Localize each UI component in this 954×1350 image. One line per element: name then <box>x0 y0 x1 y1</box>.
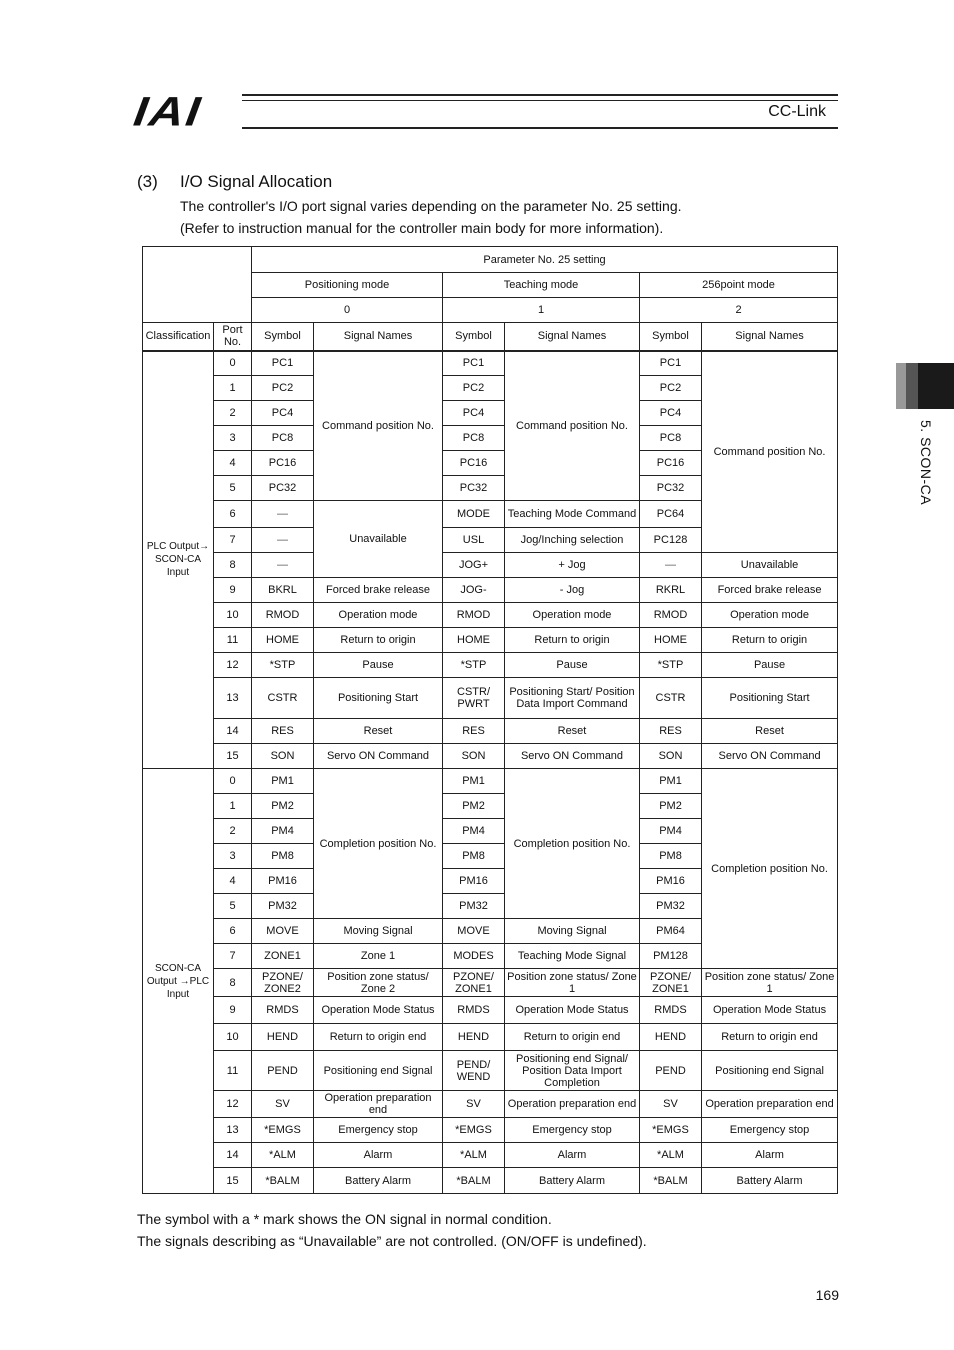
symbol-cell: RMOD <box>443 603 505 628</box>
symbol-cell: MODE <box>443 501 505 528</box>
header-rule-thin <box>242 100 838 101</box>
symbol-cell: PC4 <box>640 401 702 426</box>
side-tab-label: 5. SCON-CA <box>918 420 934 506</box>
port-cell: 7 <box>214 944 252 969</box>
port-cell: 0 <box>214 351 252 376</box>
symbol-cell: *BALM <box>640 1168 702 1194</box>
signal-cell: Reset <box>505 719 640 744</box>
header-section-label: CC-Link <box>768 103 826 120</box>
table-row <box>143 744 838 769</box>
symbol-cell: SON <box>443 744 505 769</box>
footnote-unavailable: The signals describing as “Unavailable” are not controlled. (ON/OFF is undefined). <box>137 1233 647 1249</box>
symbol-cell: PM2 <box>443 794 505 819</box>
symbol-cell: — <box>252 501 314 528</box>
signal-cell: Alarm <box>702 1143 838 1168</box>
symbol-cell: PC1 <box>252 351 314 376</box>
port-cell: 5 <box>214 476 252 501</box>
signal-cell: Teaching Mode Command <box>505 501 640 528</box>
iai-logo: IAI <box>130 89 205 135</box>
signal-cell: Battery Alarm <box>702 1168 838 1194</box>
col-symbol-teach: Symbol <box>443 323 505 351</box>
signal-cell: Pause <box>314 653 443 678</box>
symbol-cell: PM16 <box>640 869 702 894</box>
header-blank <box>143 247 252 323</box>
mode-positioning: Positioning mode <box>252 273 443 298</box>
signal-cell: Position zone status/ Zone 1 <box>702 969 838 997</box>
signal-cell: Command position No. <box>314 351 443 501</box>
table-row <box>143 997 838 1024</box>
symbol-cell: SON <box>252 744 314 769</box>
header-row-columns <box>143 323 838 351</box>
table-row <box>143 578 838 603</box>
signal-cell: Reset <box>702 719 838 744</box>
signal-cell: Return to origin end <box>702 1024 838 1051</box>
symbol-cell: PEND <box>252 1051 314 1091</box>
symbol-cell: PC64 <box>640 501 702 528</box>
table-row <box>143 628 838 653</box>
symbol-cell: PZONE/ ZONE2 <box>252 969 314 997</box>
signal-cell: Operation mode <box>505 603 640 628</box>
symbol-cell: PM4 <box>443 819 505 844</box>
port-cell: 13 <box>214 1118 252 1143</box>
signal-cell: Completion position No. <box>702 769 838 969</box>
signal-cell: Moving Signal <box>505 919 640 944</box>
symbol-cell: MOVE <box>252 919 314 944</box>
symbol-cell: PM64 <box>640 919 702 944</box>
symbol-cell: HEND <box>640 1024 702 1051</box>
symbol-cell: PZONE/ ZONE1 <box>640 969 702 997</box>
symbol-cell: PM8 <box>443 844 505 869</box>
signal-cell: Positioning Start <box>702 678 838 719</box>
symbol-cell: *EMGS <box>443 1118 505 1143</box>
symbol-cell: RMDS <box>443 997 505 1024</box>
side-tab-marker <box>918 363 954 409</box>
symbol-cell: PC2 <box>640 376 702 401</box>
symbol-cell: CSTR <box>640 678 702 719</box>
symbol-cell: *BALM <box>252 1168 314 1194</box>
table-row <box>143 1168 838 1194</box>
signal-cell: Position zone status/ Zone 1 <box>505 969 640 997</box>
signal-cell: Operation preparation end <box>505 1091 640 1118</box>
mode-teaching: Teaching mode <box>443 273 640 298</box>
table-row <box>143 678 838 719</box>
signal-cell: Emergency stop <box>702 1118 838 1143</box>
port-cell: 3 <box>214 844 252 869</box>
classification-output: PLC Output→ SCON-CA Input <box>143 351 214 769</box>
table-row <box>143 1051 838 1091</box>
symbol-cell: HOME <box>640 628 702 653</box>
symbol-cell: PEND/ WEND <box>443 1051 505 1091</box>
col-symbol-256: Symbol <box>640 323 702 351</box>
symbol-cell: PM1 <box>443 769 505 794</box>
symbol-cell: PM2 <box>640 794 702 819</box>
symbol-cell: PC128 <box>640 528 702 553</box>
header-rule-bottom <box>242 127 838 129</box>
table-row <box>143 553 838 578</box>
symbol-cell: HEND <box>252 1024 314 1051</box>
symbol-cell: — <box>252 528 314 553</box>
classification-input: SCON-CA Output →PLC Input <box>143 769 214 1194</box>
symbol-cell: MODES <box>443 944 505 969</box>
signal-cell: Moving Signal <box>314 919 443 944</box>
symbol-cell: PC2 <box>252 376 314 401</box>
symbol-cell: PM128 <box>640 944 702 969</box>
signal-cell: Emergency stop <box>314 1118 443 1143</box>
symbol-cell: *STP <box>252 653 314 678</box>
intro-line-2: (Refer to instruction manual for the controller main body for more information). <box>180 220 664 236</box>
signal-cell: Unavailable <box>702 553 838 578</box>
signal-cell: Zone 1 <box>314 944 443 969</box>
port-cell: 13 <box>214 678 252 719</box>
symbol-cell: PM4 <box>640 819 702 844</box>
symbol-cell: PEND <box>640 1051 702 1091</box>
table-row <box>143 1091 838 1118</box>
symbol-cell: RKRL <box>640 578 702 603</box>
symbol-cell: SV <box>252 1091 314 1118</box>
symbol-cell: PM8 <box>640 844 702 869</box>
table-row <box>143 653 838 678</box>
table-row <box>143 719 838 744</box>
mode-value-1: 1 <box>443 298 640 323</box>
mode-256point: 256point mode <box>640 273 838 298</box>
signal-cell: Completion position No. <box>314 769 443 919</box>
port-cell: 6 <box>214 501 252 528</box>
table-row <box>143 603 838 628</box>
port-cell: 9 <box>214 578 252 603</box>
port-cell: 15 <box>214 744 252 769</box>
signal-cell: Positioning end Signal <box>702 1051 838 1091</box>
symbol-cell: PM32 <box>252 894 314 919</box>
header-row-param <box>143 247 838 273</box>
signal-cell: Operation Mode Status <box>505 997 640 1024</box>
mode-value-2: 2 <box>640 298 838 323</box>
signal-cell: Positioning Start <box>314 678 443 719</box>
signal-cell: + Jog <box>505 553 640 578</box>
side-tab-mid <box>906 363 918 409</box>
symbol-cell: PM8 <box>252 844 314 869</box>
signal-cell: Positioning Start/ Position Data Import Command <box>505 678 640 719</box>
signal-cell: Battery Alarm <box>314 1168 443 1194</box>
symbol-cell: PC16 <box>252 451 314 476</box>
signal-cell: Forced brake release <box>314 578 443 603</box>
port-cell: 2 <box>214 401 252 426</box>
symbol-cell: RES <box>252 719 314 744</box>
symbol-cell: PC4 <box>252 401 314 426</box>
symbol-cell: PC16 <box>443 451 505 476</box>
port-cell: 10 <box>214 603 252 628</box>
symbol-cell: *BALM <box>443 1168 505 1194</box>
port-cell: 7 <box>214 528 252 553</box>
symbol-cell: PZONE/ ZONE1 <box>443 969 505 997</box>
col-classification: Classification <box>143 323 214 351</box>
section-number: (3) <box>137 172 158 191</box>
signal-cell: Servo ON Command <box>702 744 838 769</box>
symbol-cell: HOME <box>252 628 314 653</box>
symbol-cell: *STP <box>443 653 505 678</box>
symbol-cell: PM2 <box>252 794 314 819</box>
symbol-cell: *EMGS <box>640 1118 702 1143</box>
symbol-cell: PM32 <box>640 894 702 919</box>
col-port: Port No. <box>214 323 252 351</box>
signal-cell: Unavailable <box>314 501 443 578</box>
signal-cell: - Jog <box>505 578 640 603</box>
signal-cell: Forced brake release <box>702 578 838 603</box>
table-row <box>143 351 838 376</box>
symbol-cell: USL <box>443 528 505 553</box>
symbol-cell: PC32 <box>252 476 314 501</box>
signal-cell: Reset <box>314 719 443 744</box>
port-cell: 3 <box>214 426 252 451</box>
symbol-cell: *EMGS <box>252 1118 314 1143</box>
symbol-cell: RES <box>443 719 505 744</box>
symbol-cell: RES <box>640 719 702 744</box>
table-row <box>143 1143 838 1168</box>
symbol-cell: CSTR <box>252 678 314 719</box>
symbol-cell: RMDS <box>640 997 702 1024</box>
page-number: 169 <box>815 1287 839 1303</box>
port-cell: 8 <box>214 553 252 578</box>
signal-cell: Emergency stop <box>505 1118 640 1143</box>
symbol-cell: CSTR/ PWRT <box>443 678 505 719</box>
signal-cell: Servo ON Command <box>505 744 640 769</box>
symbol-cell: PM1 <box>640 769 702 794</box>
signal-cell: Return to origin <box>314 628 443 653</box>
signal-cell: Position zone status/ Zone 2 <box>314 969 443 997</box>
symbol-cell: *STP <box>640 653 702 678</box>
port-cell: 8 <box>214 969 252 997</box>
port-cell: 11 <box>214 628 252 653</box>
table-row <box>143 769 838 794</box>
section-heading: I/O Signal Allocation <box>180 172 333 191</box>
signal-cell: Command position No. <box>505 351 640 501</box>
header-rule-top <box>242 94 838 96</box>
symbol-cell: PC8 <box>252 426 314 451</box>
symbol-cell: PM16 <box>252 869 314 894</box>
port-cell: 6 <box>214 919 252 944</box>
symbol-cell: PC8 <box>640 426 702 451</box>
symbol-cell: PM4 <box>252 819 314 844</box>
signal-cell: Return to origin <box>702 628 838 653</box>
symbol-cell: PC16 <box>640 451 702 476</box>
section-title <box>137 172 332 192</box>
port-cell: 4 <box>214 451 252 476</box>
signal-cell: Jog/Inching selection <box>505 528 640 553</box>
signal-cell: Pause <box>702 653 838 678</box>
symbol-cell: PC4 <box>443 401 505 426</box>
port-cell: 14 <box>214 719 252 744</box>
symbol-cell: JOG- <box>443 578 505 603</box>
mode-value-0: 0 <box>252 298 443 323</box>
table-row <box>143 1024 838 1051</box>
signal-cell: Alarm <box>314 1143 443 1168</box>
footnote-star-mark: The symbol with a * mark shows the ON signal in normal condition. <box>137 1211 552 1227</box>
signal-cell: Battery Alarm <box>505 1168 640 1194</box>
param-header: Parameter No. 25 setting <box>252 247 838 273</box>
signal-cell: Servo ON Command <box>314 744 443 769</box>
symbol-cell: SV <box>443 1091 505 1118</box>
port-cell: 9 <box>214 997 252 1024</box>
port-cell: 4 <box>214 869 252 894</box>
symbol-cell: RMOD <box>252 603 314 628</box>
symbol-cell: BKRL <box>252 578 314 603</box>
signal-cell: Positioning end Signal/ Position Data Import Completion <box>505 1051 640 1091</box>
side-tab-light <box>896 363 906 409</box>
symbol-cell: PC1 <box>640 351 702 376</box>
symbol-cell: JOG+ <box>443 553 505 578</box>
symbol-cell: *ALM <box>640 1143 702 1168</box>
symbol-cell: PC2 <box>443 376 505 401</box>
symbol-cell: — <box>252 553 314 578</box>
signal-cell: Return to origin <box>505 628 640 653</box>
symbol-cell: PC8 <box>443 426 505 451</box>
col-signal-pos: Signal Names <box>314 323 443 351</box>
table-row <box>143 1118 838 1143</box>
signal-cell: Operation preparation end <box>702 1091 838 1118</box>
symbol-cell: — <box>640 553 702 578</box>
symbol-cell: HEND <box>443 1024 505 1051</box>
col-signal-teach: Signal Names <box>505 323 640 351</box>
io-signal-table <box>142 246 838 1194</box>
port-cell: 1 <box>214 376 252 401</box>
port-cell: 15 <box>214 1168 252 1194</box>
signal-cell: Operation Mode Status <box>314 997 443 1024</box>
symbol-cell: PM16 <box>443 869 505 894</box>
signal-cell: Positioning end Signal <box>314 1051 443 1091</box>
symbol-cell: SV <box>640 1091 702 1118</box>
symbol-cell: *ALM <box>443 1143 505 1168</box>
col-symbol-pos: Symbol <box>252 323 314 351</box>
port-cell: 0 <box>214 769 252 794</box>
signal-cell: Pause <box>505 653 640 678</box>
signal-cell: Return to origin end <box>505 1024 640 1051</box>
col-signal-256: Signal Names <box>702 323 838 351</box>
symbol-cell: HOME <box>443 628 505 653</box>
symbol-cell: RMOD <box>640 603 702 628</box>
port-cell: 1 <box>214 794 252 819</box>
port-cell: 5 <box>214 894 252 919</box>
signal-cell: Operation preparation end <box>314 1091 443 1118</box>
symbol-cell: PC32 <box>443 476 505 501</box>
symbol-cell: PM32 <box>443 894 505 919</box>
symbol-cell: PC1 <box>443 351 505 376</box>
port-cell: 14 <box>214 1143 252 1168</box>
port-cell: 2 <box>214 819 252 844</box>
signal-cell: Return to origin end <box>314 1024 443 1051</box>
signal-cell: Operation Mode Status <box>702 997 838 1024</box>
symbol-cell: *ALM <box>252 1143 314 1168</box>
symbol-cell: PC32 <box>640 476 702 501</box>
symbol-cell: SON <box>640 744 702 769</box>
table-row <box>143 969 838 997</box>
signal-cell: Completion position No. <box>505 769 640 919</box>
intro-line-1: The controller's I/O port signal varies depending on the parameter No. 25 setting. <box>180 198 682 214</box>
signal-cell: Teaching Mode Signal <box>505 944 640 969</box>
port-cell: 12 <box>214 1091 252 1118</box>
symbol-cell: ZONE1 <box>252 944 314 969</box>
signal-cell: Operation mode <box>702 603 838 628</box>
symbol-cell: PM1 <box>252 769 314 794</box>
signal-cell: Operation mode <box>314 603 443 628</box>
signal-cell: Command position No. <box>702 351 838 553</box>
symbol-cell: MOVE <box>443 919 505 944</box>
port-cell: 10 <box>214 1024 252 1051</box>
port-cell: 11 <box>214 1051 252 1091</box>
symbol-cell: RMDS <box>252 997 314 1024</box>
signal-cell: Alarm <box>505 1143 640 1168</box>
port-cell: 12 <box>214 653 252 678</box>
